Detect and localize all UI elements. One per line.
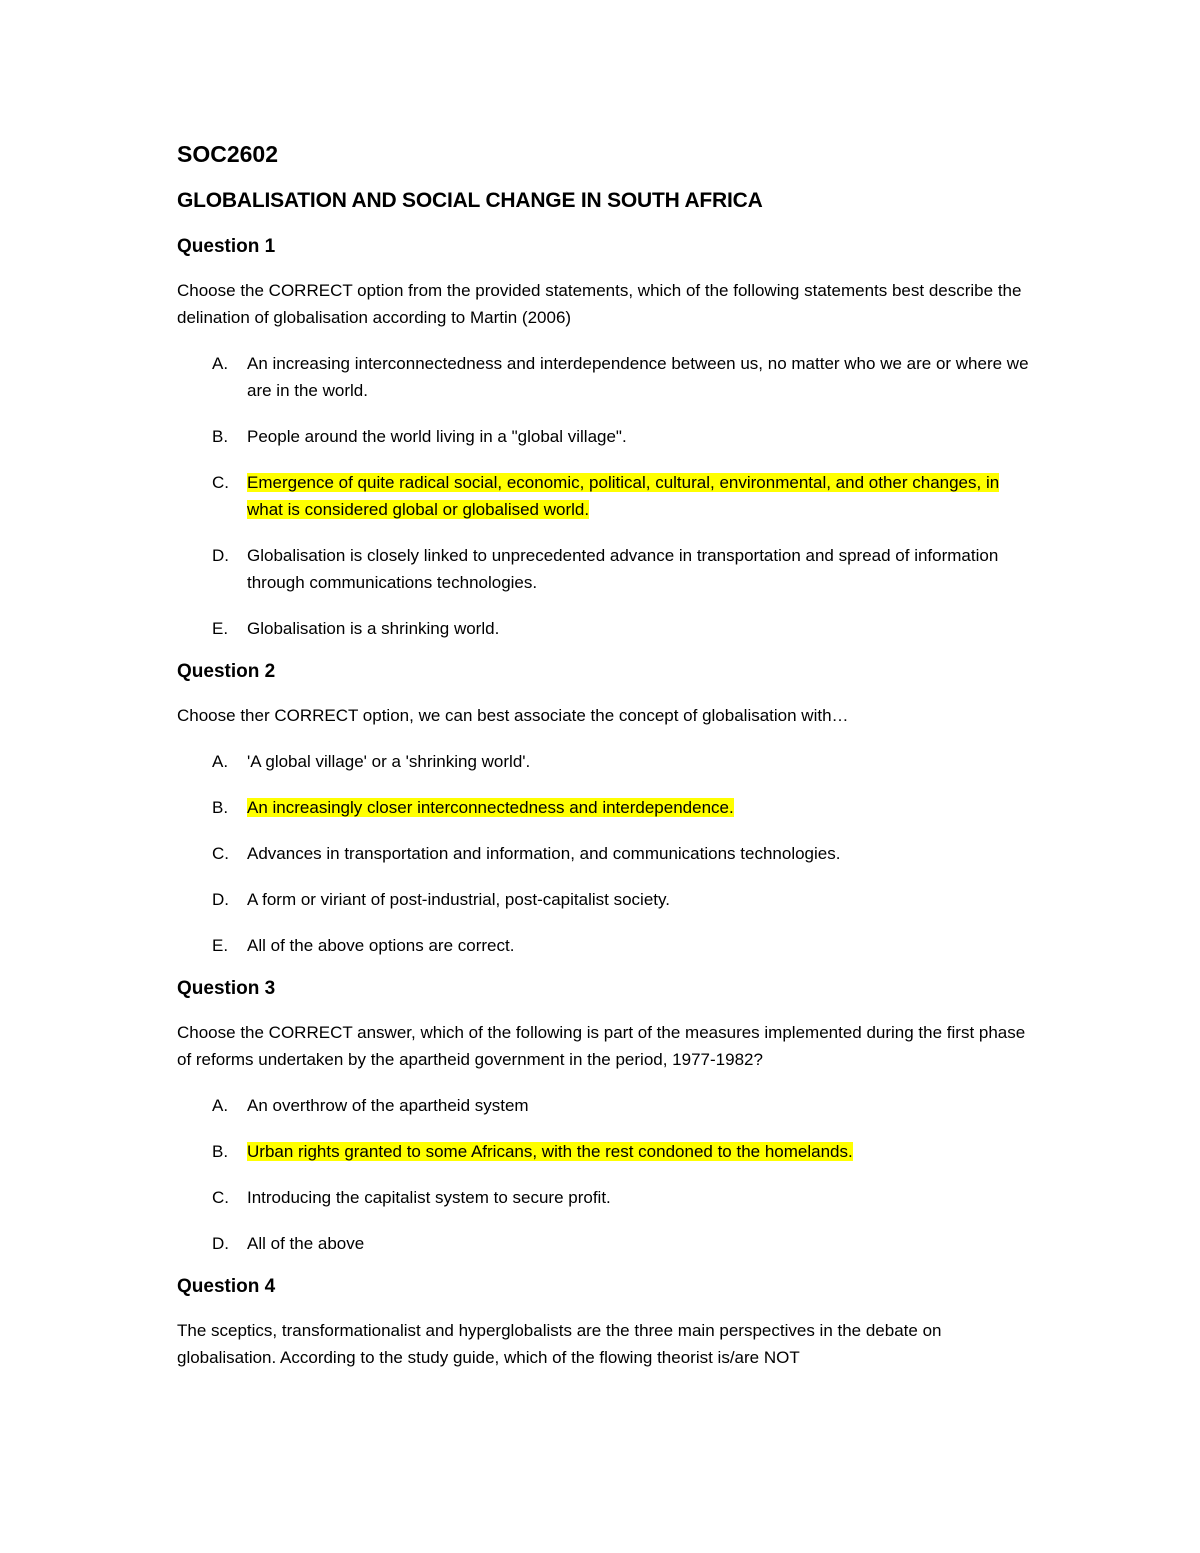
option-letter: A. [212, 752, 229, 771]
option-list [177, 748, 1037, 959]
answer-option [177, 423, 1037, 450]
question-block [177, 231, 1037, 642]
highlighted-answer-text: Emergence of quite radical social, economic, political, cultural, environmental, and other changes, in what is considered global or globalised world. [247, 473, 1000, 519]
answer-option [177, 794, 1037, 821]
question-block [177, 973, 1037, 1257]
answer-option [177, 1184, 1037, 1211]
highlighted-answer-text: An increasingly closer interconnectedness and interdependence. [247, 798, 734, 817]
question-block [177, 1271, 1037, 1371]
question-list [177, 231, 1037, 1371]
answer-option [177, 615, 1037, 642]
question-heading: Question 2 [177, 661, 276, 682]
option-letter: D. [212, 890, 229, 909]
option-text: All of the above [247, 1234, 365, 1253]
option-letter: C. [212, 1188, 229, 1207]
option-letter: E. [212, 619, 229, 638]
course-title: GLOBALISATION AND SOCIAL CHANGE IN SOUTH AFRICA [177, 189, 763, 212]
answer-option [177, 1138, 1037, 1165]
answer-option [177, 542, 1037, 596]
option-text: 'A global village' or a 'shrinking world'. [247, 752, 531, 771]
question-text: The sceptics, transformationalist and hyperglobalists are the three main perspectives in the debate on globalisation. According to the study guide, which of the flowing theorist is/are NOT [177, 1321, 942, 1367]
option-text: Globalisation is closely linked to unprecedented advance in transportation and spread of information through communications technologies. [247, 546, 999, 592]
question-text: Choose the CORRECT answer, which of the following is part of the measures implemented during the first phase of reforms undertaken by the apartheid government in the period, 1977-1982? [177, 1023, 1026, 1069]
question-heading: Question 1 [177, 236, 276, 257]
option-list [177, 1092, 1037, 1257]
option-text: An overthrow of the apartheid system [247, 1096, 529, 1115]
answer-option [177, 886, 1037, 913]
option-letter: B. [212, 1142, 229, 1161]
option-text: All of the above options are correct. [247, 936, 515, 955]
option-list [177, 350, 1037, 642]
answer-option [177, 350, 1037, 404]
answer-option [177, 932, 1037, 959]
question-text: Choose the CORRECT option from the provided statements, which of the following statements best describe the delination of globalisation according to Martin (2006) [177, 281, 1022, 327]
option-text: An increasing interconnectedness and interdependence between us, no matter who we are or where we are in the world. [247, 354, 1029, 400]
option-letter: C. [212, 844, 229, 863]
course-code: SOC2602 [177, 141, 279, 167]
answer-option [177, 469, 1037, 523]
option-letter: B. [212, 427, 229, 446]
question-text: Choose ther CORRECT option, we can best associate the concept of globalisation with… [177, 706, 849, 725]
option-letter: C. [212, 473, 229, 492]
option-text: Introducing the capitalist system to secure profit. [247, 1188, 611, 1207]
option-text: A form or viriant of post-industrial, post-capitalist society. [247, 890, 670, 909]
answer-option [177, 1092, 1037, 1119]
question-heading: Question 4 [177, 1276, 276, 1297]
answer-option [177, 840, 1037, 867]
answer-option [177, 1230, 1037, 1257]
answer-option [177, 748, 1037, 775]
option-text: People around the world living in a "global village". [247, 427, 627, 446]
option-letter: B. [212, 798, 229, 817]
option-letter: A. [212, 354, 229, 373]
option-letter: D. [212, 546, 229, 565]
question-heading: Question 3 [177, 978, 276, 999]
option-letter: A. [212, 1096, 229, 1115]
highlighted-answer-text: Urban rights granted to some Africans, with the rest condoned to the homelands. [247, 1142, 853, 1161]
option-letter: D. [212, 1234, 229, 1253]
document-page [177, 136, 1037, 1371]
option-text: Globalisation is a shrinking world. [247, 619, 500, 638]
option-letter: E. [212, 936, 229, 955]
question-block [177, 656, 1037, 959]
option-text: Advances in transportation and information, and communications technologies. [247, 844, 841, 863]
